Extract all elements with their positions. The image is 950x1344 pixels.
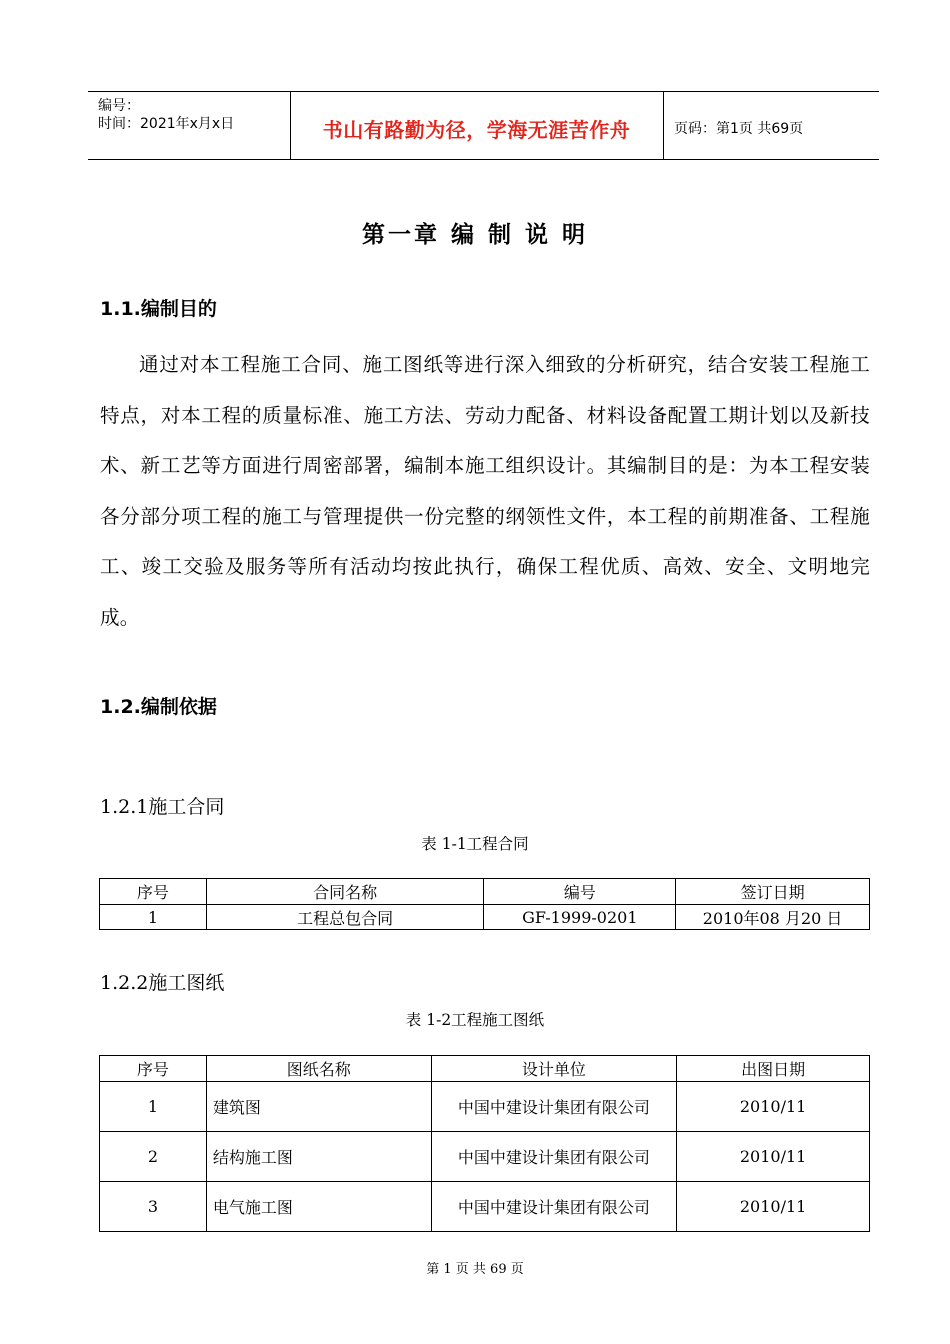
serial-label: 编号： [98,98,140,114]
table-header-row [100,879,870,905]
column-header: 签订日期 [676,879,870,905]
column-header: 合同名称 [206,879,484,905]
drawings-table [99,1055,870,1232]
column-header: 序号 [100,879,207,905]
column-header: 设计单位 [431,1056,677,1082]
column-header: 序号 [100,1056,207,1082]
table-cell: 2010/11 [677,1082,870,1132]
table-cell: 2010年08 月20 日 [676,905,870,930]
table-cell: 3 [100,1182,207,1232]
header-motto-cell [290,92,664,159]
chapter-title: 第一章 编 制 说 明 [361,222,589,248]
table-cell: 2010/11 [677,1182,870,1232]
table-cell: 2 [100,1132,207,1182]
subsection-heading-contract: 1.2.1施工合同 [100,796,225,818]
page-header [88,91,879,160]
table-row [100,1132,870,1182]
column-header: 图纸名称 [206,1056,431,1082]
column-header: 编号 [484,879,676,905]
table-cell: 1 [100,1082,207,1132]
table-row [100,1182,870,1232]
purpose-paragraph: 通过对本工程施工合同、施工图纸等进行深入细致的分析研究，结合安装工程施工特点，对本工程的质量标准、施工方法、劳动力配备、材料设备配置工期计划以及新技术、新工艺等方面进行周密部署，编制本施工组织设计。其编制目的是：为本工程安装各分部分项工程的施工与管理提供一份完整的纲领性文件，本工程的前期准备、工程施工、竣工交验及服务等所有活动均按此执行，确保工程优质、高效、安全、文明地完成。 [100,353,870,629]
table-row [100,905,870,930]
subsection-heading-drawings: 1.2.2施工图纸 [100,972,225,994]
table-cell: 中国中建设计集团有限公司 [431,1132,677,1182]
table-row [100,1082,870,1132]
table-cell: 结构施工图 [206,1132,431,1182]
section-heading-basis: 1.2.编制依据 [100,696,217,718]
page-number-label: 页码：第1页 共69页 [674,121,804,137]
header-page-cell [664,92,879,159]
table-caption-contract: 表 1-1工程合同 [421,835,529,853]
table-cell: 中国中建设计集团有限公司 [431,1082,677,1132]
page-footer: 第 1 页 共 69 页 [426,1262,524,1277]
table-caption-drawings: 表 1-2工程施工图纸 [405,1011,545,1029]
table-cell: 建筑图 [206,1082,431,1132]
motto-text: 书山有路勤为径，学海无涯苦作舟 [322,118,631,142]
column-header: 出图日期 [677,1056,870,1082]
table-cell: 2010/11 [677,1132,870,1182]
table-cell: 中国中建设计集团有限公司 [431,1182,677,1232]
table-cell: 工程总包合同 [206,905,484,930]
table-header-row [100,1056,870,1082]
date-label: 时间：2021年x月x日 [98,116,235,132]
header-meta-cell [88,92,291,159]
section-heading-purpose: 1.1.编制目的 [100,298,217,320]
table-cell: 电气施工图 [206,1182,431,1232]
table-cell: GF-1999-0201 [484,905,676,930]
contract-table [99,878,870,930]
table-cell: 1 [100,905,207,930]
